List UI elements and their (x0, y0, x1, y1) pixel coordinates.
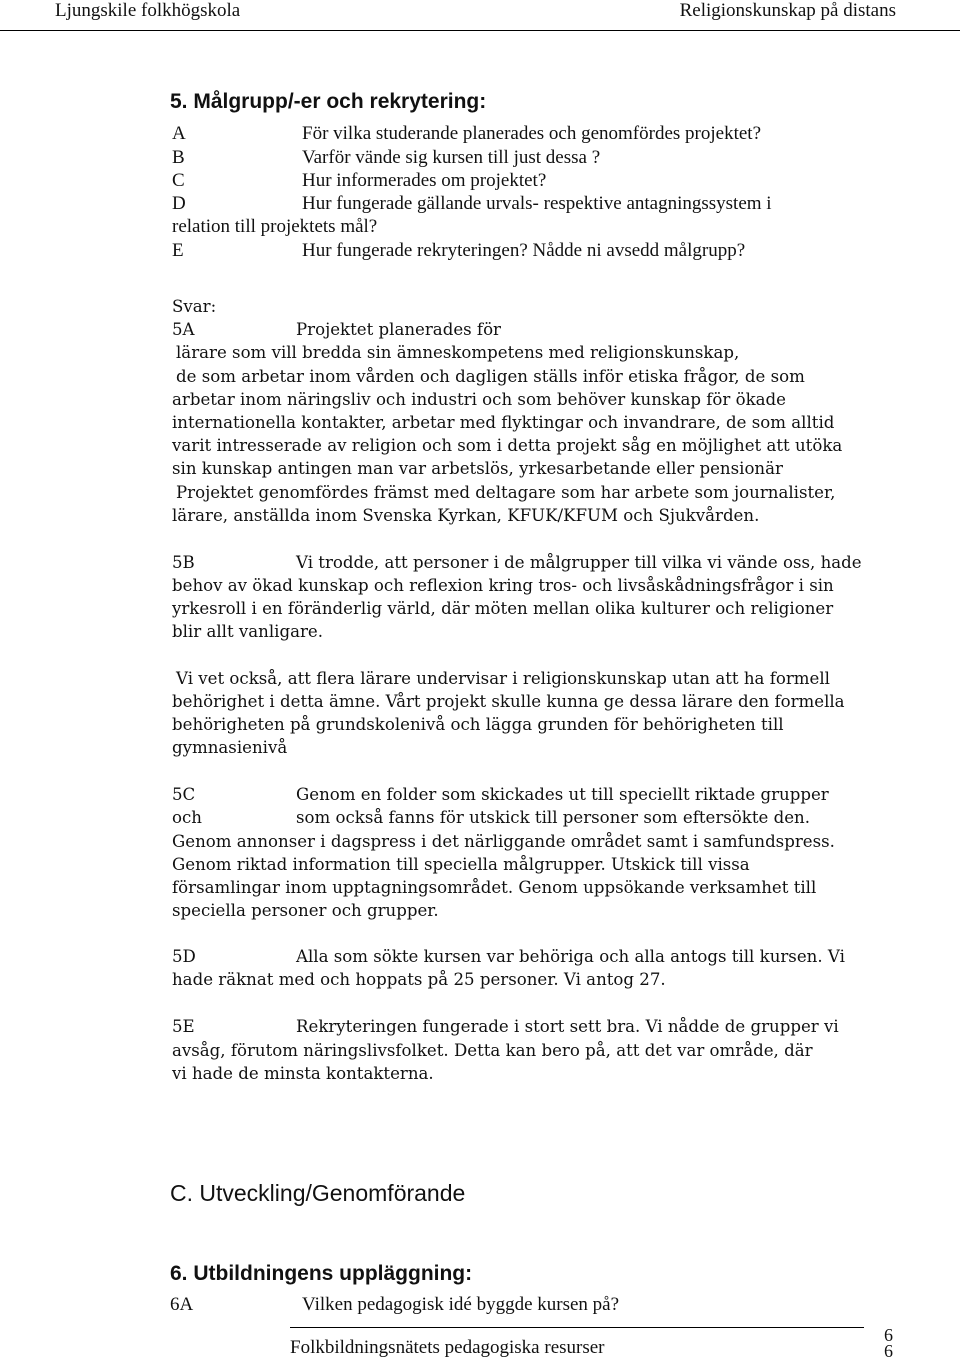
answer-5d-line: hade räknat med och hoppats på 25 personer. Vi antog 27. (172, 970, 666, 989)
question-letter-e: E (172, 240, 184, 261)
question-letter-d: D (172, 193, 186, 214)
answer-5b-label: 5B (172, 553, 195, 572)
answer-5c-line: Genom riktad information till speciella målgrupper. Utskick till vissa (172, 855, 750, 874)
footer-rule (290, 1327, 864, 1328)
answer-5c-label2: och (172, 808, 202, 827)
answer-5d-label: 5D (172, 947, 196, 966)
answer-5b-line: yrkesroll i en föränderlig värld, där möten mellan olika kulturer och religioner (172, 599, 834, 618)
answer-5e-first: Rekryteringen fungerade i stort sett bra. Vi nådde de grupper vi (296, 1017, 839, 1036)
question-text-c: Hur informerades om projektet? (302, 170, 547, 191)
section-6-question-letter: 6A (170, 1294, 194, 1315)
answer-5e-line: vi hade de minsta kontakterna. (172, 1064, 434, 1083)
answer-5a-line: Projektet genomfördes främst med deltagare som har arbete som journalister, (176, 483, 836, 502)
answer-5a-line: internationella kontakter, arbetar med flyktingar och invandrare, de som alltid (172, 413, 835, 432)
answer-5b-p2-line: Vi vet också, att flera lärare undervisar i religionskunskap utan att ha formell (176, 669, 830, 688)
section-c-title: C. Utveckling/Genomförande (170, 1180, 466, 1206)
answer-5c-label: 5C (172, 785, 196, 804)
question-text-e: Hur fungerade rekryteringen? Nådde ni avsedd målgrupp? (302, 240, 746, 261)
question-text-b: Varför vände sig kursen till just dessa ? (302, 147, 601, 168)
answer-5c-line: församlingar inom upptagningsområdet. Genom uppsökande verksamhet till (172, 878, 817, 897)
question-letter-c: C (172, 170, 185, 191)
answer-5b-line: behov av ökad kunskap och reflexion kring tros- och livsåskådningsfrågor i sin (172, 576, 834, 595)
answer-5a-line: sin kunskap antingen man var arbetslös, yrkesarbetande eller pensionär (172, 459, 783, 478)
section-6-question-text: Vilken pedagogisk idé byggde kursen på? (302, 1294, 620, 1315)
question-text-a: För vilka studerande planerades och genomfördes projektet? (302, 123, 762, 144)
answer-5c-first: Genom en folder som skickades ut till speciellt riktade grupper (296, 785, 829, 804)
answer-5a-line: arbetar inom näringsliv och industri och som behöver kunskap för ökade (172, 390, 786, 409)
answer-heading: Svar: (172, 297, 217, 316)
page-number-bottom: 6 (884, 1341, 893, 1361)
answer-5b-p2-line: behörigheten på grundskolenivå och lägga grunden för behörigheten till (172, 715, 784, 734)
section-6-title: 6. Utbildningens uppläggning: (170, 1262, 473, 1285)
answer-5e-line: avsåg, förutom näringslivsfolket. Detta kan bero på, att det var område, där (172, 1041, 813, 1060)
header-left: Ljungskile folkhögskola (55, 0, 241, 21)
answer-5b-line: blir allt vanligare. (172, 622, 324, 641)
answer-5b-first: Vi trodde, att personer i de målgrupper till vilka vi vände oss, hade (296, 553, 862, 572)
answer-5a-line: varit intresserade av religion och som i detta projekt såg en möjlighet att utöka (172, 436, 843, 455)
answer-5c-line: speciella personer och grupper. (172, 901, 439, 920)
answer-5a-label: 5A (172, 320, 195, 339)
page-number-top: 6 (884, 1325, 893, 1345)
answer-5a-line: lärare, anställda inom Svenska Kyrkan, KFUK/KFUM och Sjukvården. (172, 506, 760, 525)
answer-5b-p2-line: gymnasienivå (172, 738, 288, 757)
answer-5e-label: 5E (172, 1017, 195, 1036)
section-5-title: 5. Målgrupp/-er och rekrytering: (170, 90, 487, 113)
header-right: Religionskunskap på distans (679, 0, 896, 21)
question-letter-b: B (172, 147, 185, 168)
question-text-d-cont: relation till projektets mål? (172, 216, 378, 237)
answer-5c-second: som också fanns för utskick till personer som eftersökte den. (296, 808, 811, 827)
answer-5a-line: de som arbetar inom vården och dagligen ställs inför etiska frågor, de som (176, 367, 805, 386)
answer-5c-line: Genom annonser i dagspress i det närliggande området samt i samfundspress. (172, 832, 835, 851)
answer-5b-p2-line: behörighet i detta ämne. Vårt projekt skulle kunna ge dessa lärare den formella (172, 692, 845, 711)
answer-5a-line: lärare som vill bredda sin ämneskompetens med religionskunskap, (176, 343, 740, 362)
question-text-d: Hur fungerade gällande urvals- respektive antagningssystem i (302, 193, 772, 214)
answer-5d-first: Alla som sökte kursen var behöriga och alla antogs till kursen. Vi (296, 947, 845, 966)
header-rule (0, 30, 960, 31)
footer-text: Folkbildningsnätets pedagogiska resurser (290, 1337, 605, 1358)
answer-5a-first: Projektet planerades för (296, 320, 501, 339)
question-letter-a: A (172, 123, 186, 144)
